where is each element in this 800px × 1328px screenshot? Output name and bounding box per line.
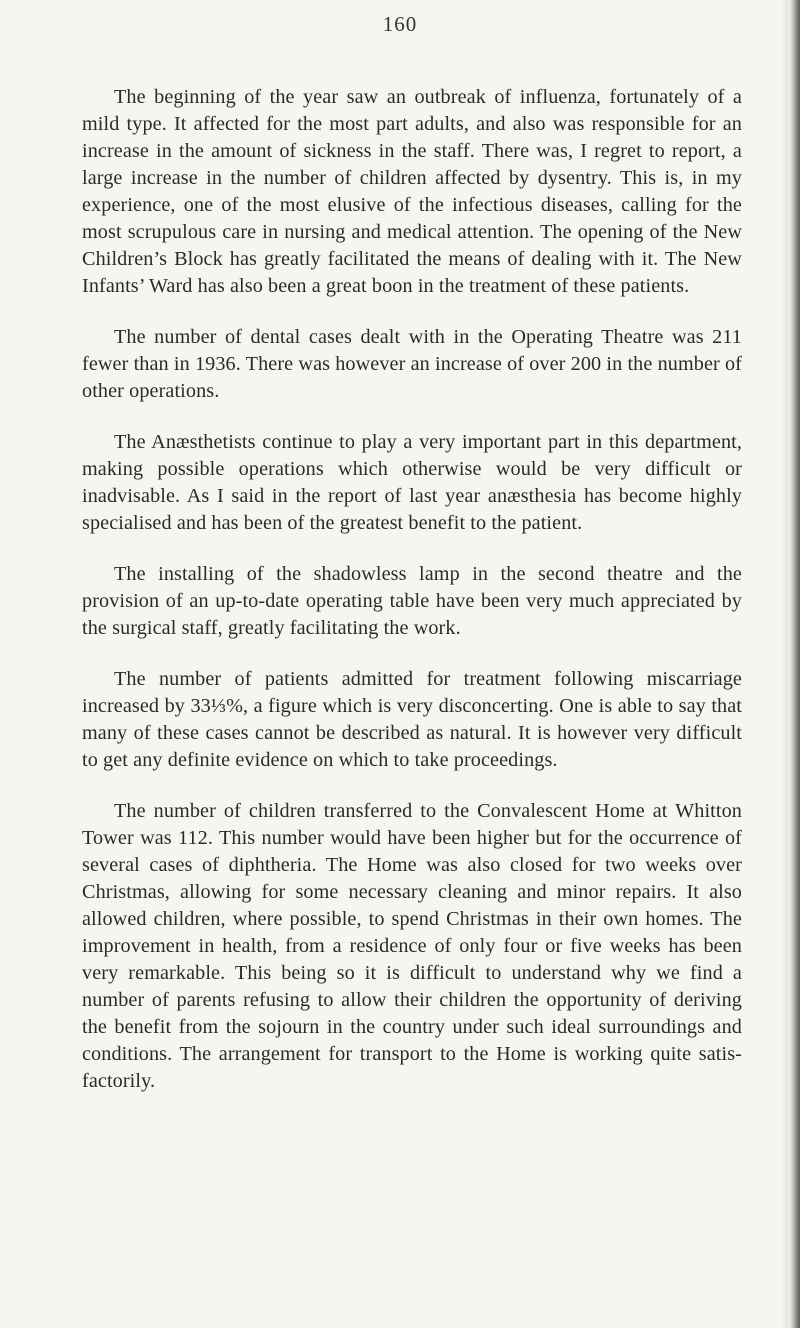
paragraph-shadowless-lamp: The installing of the shadowless lamp in the second theatre and the provision of an up-to-date operating table have been very much appreciated by the surgical staff, greatly facilitating the work.: [82, 563, 742, 639]
page-edge: [788, 0, 800, 1328]
paragraph-dental-cases: The number of dental cases dealt with in the Operating Theatre was 211 fewer than in 1936. There was however an increase of over 200 in the number of other operations.: [82, 326, 742, 402]
paragraph-anaesthetists: The Anæsthetists continue to play a very important part in this department, making possible operations which otherwise would be very difficult or inadvisable. As I said in the report of last year anæsthesia has become highly specialised and has been of the greatest benefit to the patient.: [82, 431, 742, 534]
document-body: [82, 84, 742, 1119]
paragraph-influenza: The beginning of the year saw an outbreak of influenza, fortunately of a mild type. It affected for the most part adults, and also was responsible for an increase in the amount of sickness in the staff. There was, I regret to report, a large increase in the number of children affected by dysentry. This is, in my experience, one of the most elusive of the infectious diseases, calling for the most scrupulous care in nursing and medical attention. The opening of the New Children’s Block has greatly facilitated the means of dealing with it. The New Infants’ Ward has also been a great boon in the treatment of these patients.: [82, 86, 742, 297]
paragraph-convalescent-home: The number of children transferred to the Convalescent Home at Whitton Tower was 112. This number would have been higher but for the occurrence of several cases of diphtheria. The Home was also closed for two weeks over Christmas, allowing for some necessary cleaning and minor repairs. It also allowed children, where possible, to spend Christmas in their own homes. The improvement in health, from a residence of only four or five weeks has been very remarkable. This being so it is difficult to understand why we find a number of parents refusing to allow their children the opportunity of deriving the benefit from the sojourn in the country under such ideal surroundings and conditions. The arrangement for transport to the Home is working quite satis-factorily.: [82, 800, 742, 1092]
page-number: 160: [382, 12, 418, 36]
paragraph-miscarriage: The number of patients admitted for treatment following miscarriage increased by 33⅓%, a figure which is very disconcerting. One is able to say that many of these cases cannot be described as natural. It is however very difficult to get any definite evidence on which to take proceedings.: [82, 668, 742, 771]
